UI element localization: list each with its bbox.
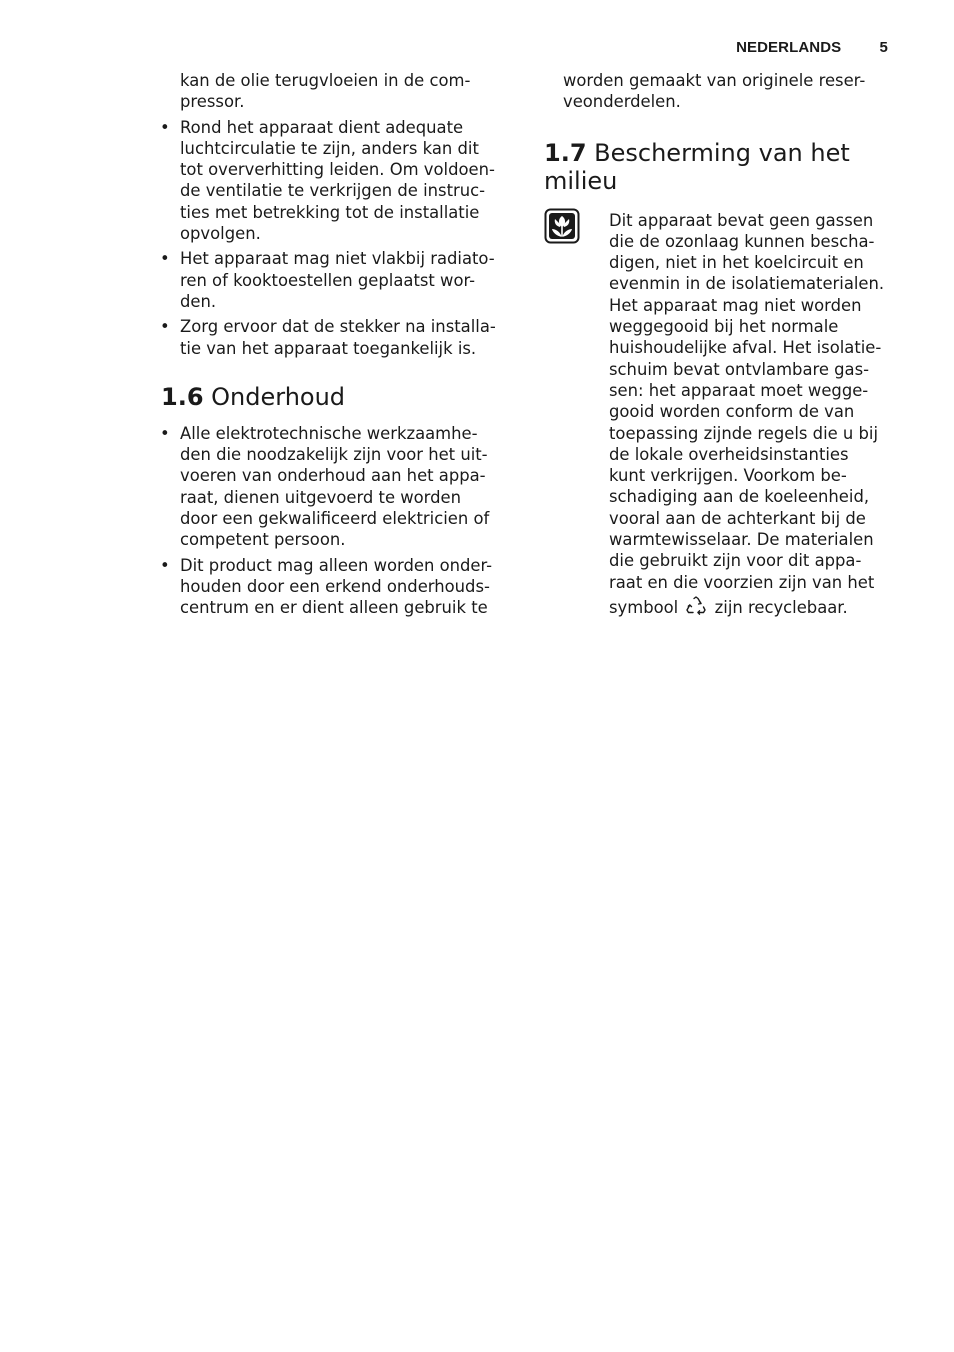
- text-line: competent persoon.: [180, 530, 346, 550]
- section-heading-milieu: [544, 139, 904, 195]
- list-item: [160, 117, 520, 245]
- text-line: sen: het apparaat moet wegge-: [609, 380, 869, 400]
- text-line: Zorg ervoor dat de stekker na installa-: [180, 317, 496, 337]
- text-line: gooid worden conform de van: [609, 402, 855, 422]
- text-line: schuim bevat ontvlambare gas-: [609, 359, 870, 379]
- text-line: toepassing zijnde regels die u bij: [609, 423, 879, 443]
- bullet-icon: •: [160, 249, 170, 269]
- text-line: Het apparaat mag niet worden: [609, 295, 862, 315]
- list-item: [160, 316, 520, 359]
- continuation-text: [544, 70, 904, 113]
- text-line: worden gemaakt van originele reser-: [563, 71, 866, 90]
- bullet-icon: •: [160, 117, 170, 137]
- right-column: [544, 70, 904, 618]
- text-line: tie van het apparaat toegankelijk is.: [180, 338, 477, 358]
- bullet-icon: •: [160, 317, 170, 337]
- list-item: [160, 555, 520, 619]
- environment-note: [544, 210, 904, 619]
- text-line: den.: [180, 291, 217, 311]
- text-line: die gebruikt zijn voor dit appa-: [609, 551, 862, 571]
- section-heading-onderhoud: [161, 383, 520, 411]
- text-line: centrum en er dient alleen gebruik te: [180, 598, 488, 618]
- text-line: Alle elektrotechnische werkzaamhe-: [180, 423, 478, 443]
- text-line: veonderdelen.: [563, 92, 681, 112]
- text-line: raat en die voorzien zijn van het: [609, 572, 875, 592]
- text-line: voeren van onderhoud aan het appa-: [180, 466, 486, 486]
- page-header: [736, 39, 888, 56]
- text-line: de lokale overheidsinstanties: [609, 444, 849, 464]
- text-line: tot oververhitting leiden. Om voldoen-: [180, 160, 495, 180]
- recycle-icon: [685, 595, 707, 617]
- environment-flower-icon: [544, 208, 580, 244]
- text-line: kunt verkrijgen. Voorkom be-: [609, 466, 847, 486]
- environment-paragraph: [609, 210, 904, 619]
- text-line: raat, dienen uitgevoerd te worden: [180, 487, 462, 507]
- section-title-continued: milieu: [544, 166, 618, 195]
- page-number: 5: [879, 39, 888, 56]
- text-line: de ventilatie te verkrijgen de instruc-: [180, 181, 486, 201]
- text-line: opvolgen.: [180, 224, 261, 244]
- text-line: ties met betrekking tot de installatie: [180, 202, 480, 222]
- list-item: [160, 248, 520, 312]
- text-line: houden door een erkend onderhouds-: [180, 576, 490, 596]
- continuation-text: [180, 70, 520, 113]
- text-line: schadiging aan de koeleenheid,: [609, 487, 870, 507]
- bullet-icon: •: [160, 423, 170, 443]
- text-line: warmtewisselaar. De materialen: [609, 530, 874, 550]
- text-line: vooral aan de achterkant bij de: [609, 508, 866, 528]
- text-line: Het apparaat mag niet vlakbij radiato-: [180, 249, 495, 269]
- section-title: Bescherming van het: [594, 138, 850, 167]
- left-column: [160, 70, 520, 619]
- text-line: Dit product mag alleen worden onder-: [180, 555, 493, 575]
- bullet-icon: •: [160, 555, 170, 575]
- text-line: kan de olie terugvloeien in de com-: [180, 71, 471, 90]
- text-line: huishoudelijke afval. Het isolatie-: [609, 338, 882, 358]
- text-line: ren of kooktoestellen geplaatst wor-: [180, 270, 476, 290]
- text-line: Dit apparaat bevat geen gassen: [609, 210, 874, 230]
- text-line: pressor.: [180, 92, 245, 112]
- text-line-with-icon: [609, 595, 904, 618]
- text-fragment: zijn recyclebaar.: [714, 597, 848, 617]
- text-line: evenmin in de isolatiematerialen.: [609, 274, 885, 294]
- section-title: Onderhoud: [211, 382, 346, 411]
- text-line: die de ozonlaag kunnen bescha-: [609, 231, 875, 251]
- text-line: digen, niet in het koelcircuit en: [609, 253, 864, 273]
- header-language: NEDERLANDS: [736, 39, 842, 56]
- section-number: 1.6: [161, 382, 204, 411]
- text-line: Rond het apparaat dient adequate: [180, 117, 464, 137]
- text-line: den die noodzakelijk zijn voor het uit-: [180, 445, 488, 465]
- text-line: door een gekwalificeerd elektricien of: [180, 509, 490, 529]
- text-line: weggegooid bij het normale: [609, 317, 839, 337]
- text-line: luchtcirculatie te zijn, anders kan dit: [180, 138, 479, 158]
- text-fragment: symbool: [609, 597, 679, 617]
- list-item: [160, 423, 520, 551]
- section-number: 1.7: [544, 138, 587, 167]
